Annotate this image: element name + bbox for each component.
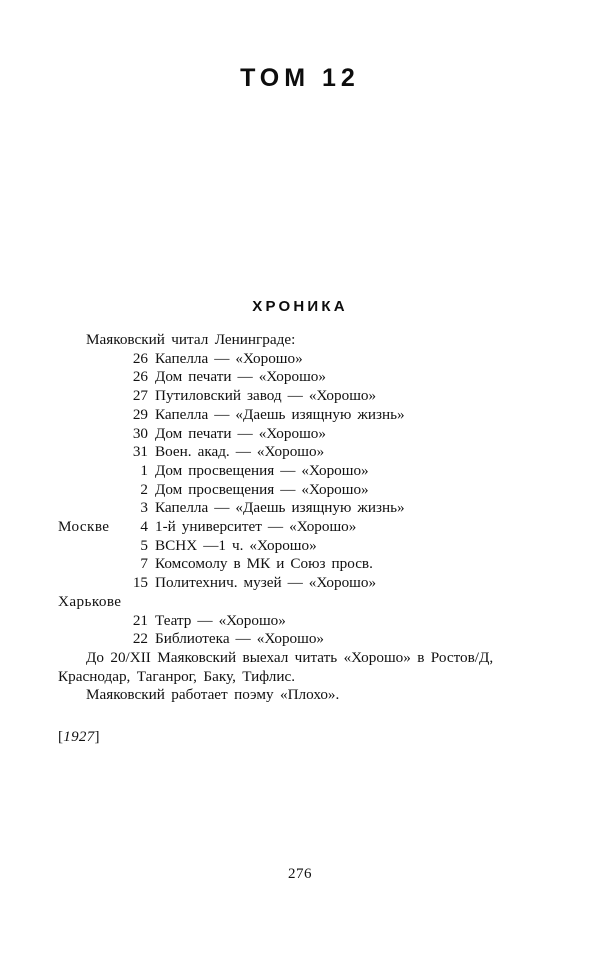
intro-paragraph: Маяковский читал Ленинграде: xyxy=(86,331,296,348)
entry-description: Дом просвещения — «Хорошо» xyxy=(155,461,369,479)
entry-day-number: 26 xyxy=(132,349,148,367)
chronicle-entry xyxy=(58,406,548,425)
section-heading: ХРОНИКА xyxy=(252,298,348,315)
entry-day-number: 2 xyxy=(140,480,148,498)
entry-description: Дом печати — «Хорошо» xyxy=(155,424,326,442)
entry-day-number: 30 xyxy=(132,424,148,442)
chronicle-entry xyxy=(58,555,548,574)
entry-day-number: 31 xyxy=(132,443,148,461)
entry-city-label: Москве xyxy=(58,518,110,536)
city-line-kharkov: Харькове xyxy=(58,592,122,610)
entry-description: Дом печати — «Хорошо» xyxy=(155,368,326,386)
chronicle-entry xyxy=(58,462,548,481)
entry-day-number: 5 xyxy=(140,536,148,554)
entry-day-number: 22 xyxy=(132,630,148,648)
entry-day-number: 4 xyxy=(140,518,148,536)
chronicle-entry xyxy=(58,574,548,593)
entry-description: Библиотека — «Хорошо» xyxy=(155,630,325,648)
entry-day-number: 1 xyxy=(140,461,148,479)
chronicle-entry xyxy=(58,499,548,518)
chronicle-entry-moscow xyxy=(58,518,548,537)
chronicle-body xyxy=(58,331,548,705)
chronicle-entry xyxy=(58,630,548,649)
entry-description: 1-й университет — «Хорошо» xyxy=(155,518,357,536)
entry-description: Капелла — «Хорошо» xyxy=(155,349,303,367)
chronicle-entry xyxy=(58,443,548,462)
travel-paragraph: До 20/XII Маяковский выехал читать «Хорошо» в Ростов/Д, Краснодар, Таганрог, Баку, Тифлис. xyxy=(58,648,494,685)
entry-day-number: 3 xyxy=(140,499,148,517)
chronicle-entry xyxy=(58,612,548,631)
chronicle-entry xyxy=(58,368,548,387)
chronicle-entry xyxy=(58,425,548,444)
chronicle-entry xyxy=(58,481,548,500)
entry-day-number: 29 xyxy=(132,405,148,423)
entry-day-number: 21 xyxy=(132,611,148,629)
entry-day-number: 7 xyxy=(140,555,148,573)
page-number: 276 xyxy=(288,866,312,882)
year-open-bracket: [ xyxy=(58,729,64,745)
year-close-bracket: ] xyxy=(94,729,100,745)
year-value: 1927 xyxy=(63,729,95,745)
entry-description: Комсомолу в МК и Союз просв. xyxy=(155,555,373,573)
entry-description: Воен. акад. — «Хорошо» xyxy=(155,443,325,461)
entry-description: Капелла — «Даешь изящную жизнь» xyxy=(155,499,405,517)
entry-description: Капелла — «Даешь изящную жизнь» xyxy=(155,405,405,423)
entry-day-number: 26 xyxy=(132,368,148,386)
chronicle-entry xyxy=(58,350,548,369)
year-note xyxy=(58,729,100,746)
entry-description: Политехнич. музей — «Хорошо» xyxy=(155,574,377,592)
chronicle-entry xyxy=(58,387,548,406)
entry-description: ВСНХ —1 ч. «Хорошо» xyxy=(155,536,317,554)
volume-title: ТОМ 12 xyxy=(240,64,360,92)
entry-day-number: 27 xyxy=(132,387,148,405)
entry-day-number: 15 xyxy=(132,574,148,592)
chronicle-entry xyxy=(58,537,548,556)
chronicle-entry-list-leningrad-moscow xyxy=(58,350,548,593)
entry-description: Путиловский завод — «Хорошо» xyxy=(155,387,377,405)
work-paragraph: Маяковский работает поэму «Плохо». xyxy=(86,686,340,704)
chronicle-entry-list-kharkov xyxy=(58,612,548,649)
entry-description: Дом просвещения — «Хорошо» xyxy=(155,480,369,498)
entry-description: Театр — «Хорошо» xyxy=(155,611,286,629)
